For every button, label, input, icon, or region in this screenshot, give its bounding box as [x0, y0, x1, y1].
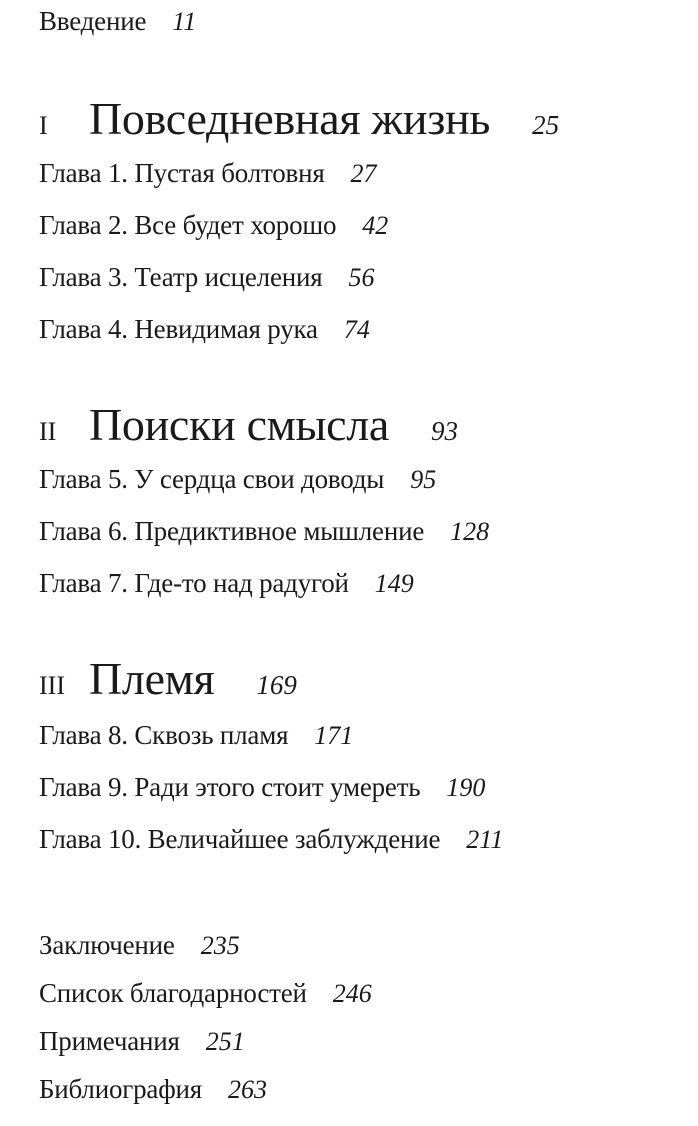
entry-page: 246: [332, 979, 372, 1008]
toc-entry-chapter-2[interactable]: [39, 210, 388, 241]
entry-page: 171: [314, 721, 354, 750]
entry-page: 149: [374, 569, 414, 598]
part-numeral: III: [39, 671, 65, 700]
entry-title: Глава 9. Ради этого стоит умереть: [39, 772, 421, 802]
entry-page: 251: [205, 1027, 245, 1056]
part-title: Поиски смысла: [89, 399, 390, 450]
entry-page: 56: [348, 263, 375, 292]
toc-entry-chapter-9[interactable]: [39, 772, 485, 803]
entry-page: 95: [410, 465, 437, 494]
entry-title: Глава 5. У сердца свои доводы: [39, 464, 385, 494]
toc-entry-intro[interactable]: [39, 6, 196, 37]
part-heading-3[interactable]: [39, 652, 297, 705]
entry-page: 74: [343, 315, 370, 344]
toc-entry-chapter-6[interactable]: [39, 516, 489, 547]
toc-entry-chapter-3[interactable]: [39, 262, 374, 293]
toc-entry-chapter-8[interactable]: [39, 720, 353, 751]
entry-page: 263: [227, 1075, 267, 1104]
entry-title: Глава 10. Величайшее заблуждение: [39, 824, 441, 854]
toc-entry-notes[interactable]: [39, 1026, 245, 1057]
part-numeral: I: [39, 111, 48, 140]
entry-page: 190: [446, 773, 486, 802]
entry-title: Глава 3. Театр исцеления: [39, 262, 323, 292]
toc-entry-chapter-5[interactable]: [39, 464, 436, 495]
entry-title: Глава 8. Сквозь пламя: [39, 720, 289, 750]
part-page: 93: [431, 416, 459, 446]
toc-entry-bibliography[interactable]: [39, 1074, 267, 1105]
entry-title: Глава 7. Где-то над радугой: [39, 568, 349, 598]
part-page: 25: [532, 110, 560, 140]
entry-page: 211: [466, 825, 504, 854]
part-numeral: II: [39, 417, 57, 446]
toc-entry-chapter-7[interactable]: [39, 568, 414, 599]
toc-entry-conclusion[interactable]: [39, 930, 240, 961]
entry-title: Глава 4. Невидимая рука: [39, 314, 318, 344]
part-heading-2[interactable]: [39, 398, 458, 451]
entry-page: 11: [172, 7, 197, 36]
entry-title: Глава 6. Предиктивное мышление: [39, 516, 425, 546]
entry-page: 27: [350, 159, 377, 188]
toc-entry-chapter-1[interactable]: [39, 158, 377, 189]
entry-page: 128: [450, 517, 490, 546]
entry-title: Список благодарностей: [39, 978, 307, 1008]
entry-title: Библиография: [39, 1074, 202, 1104]
part-title: Племя: [89, 653, 215, 704]
entry-page: 235: [200, 931, 240, 960]
entry-page: 42: [362, 211, 389, 240]
part-heading-1[interactable]: [39, 92, 559, 145]
entry-title: Примечания: [39, 1026, 180, 1056]
part-title: Повседневная жизнь: [89, 93, 491, 144]
entry-title: Глава 2. Все будет хорошо: [39, 210, 337, 240]
toc-entry-acknowledgements[interactable]: [39, 978, 372, 1009]
entry-title: Глава 1. Пустая болтовня: [39, 158, 325, 188]
entry-title: Введение: [39, 6, 147, 36]
toc-entry-chapter-10[interactable]: [39, 824, 503, 855]
part-page: 169: [256, 670, 297, 700]
entry-title: Заключение: [39, 930, 175, 960]
toc-entry-chapter-4[interactable]: [39, 314, 370, 345]
